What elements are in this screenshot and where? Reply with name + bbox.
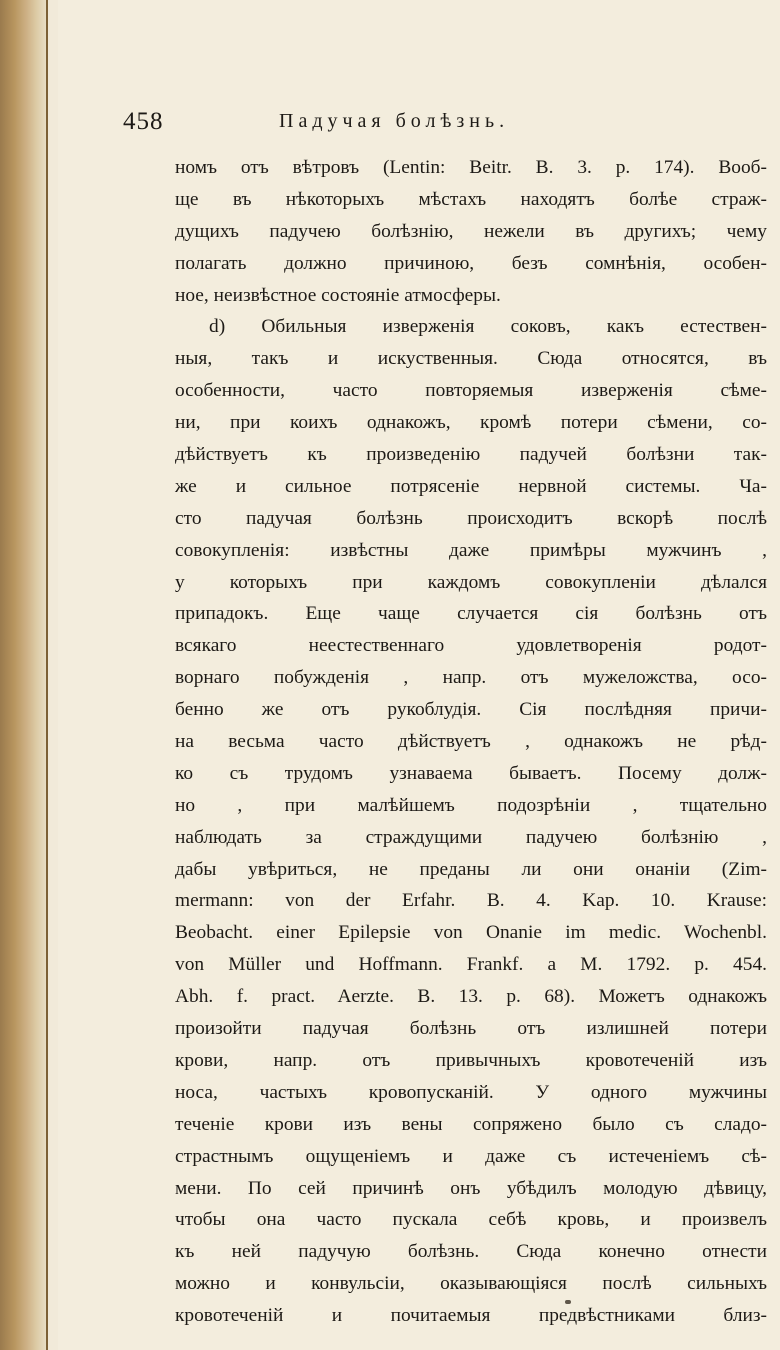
text-line: крови, напр. отъ привычныхъ кровотеченій изъ <box>175 1049 767 1071</box>
text-line: у которыхъ при каждомъ совокупленіи дѣлался <box>175 571 767 593</box>
running-title: Падучая болѣзнь. <box>279 110 510 132</box>
text-line: von Müller und Hoffmann. Frankf. a M. 1792. p. 454. <box>175 954 767 976</box>
text-line: полагать должно причиною, безъ сомнѣнія, особен- <box>175 252 767 274</box>
text-line: чтобы она часто пускала себѣ кровь, и произвелъ <box>175 1209 767 1231</box>
text-line: ворнаго побужденія , напр. отъ мужеложства, осо- <box>175 667 767 689</box>
text-line: но , при малѣйшемъ подозрѣніи , тщательно <box>175 794 767 816</box>
text-line: теченіе крови изъ вены сопряжено было съ сладо- <box>175 1113 767 1135</box>
ink-speck <box>565 1300 571 1304</box>
text-line: же и сильное потрясеніе нервной системы. Ча- <box>175 475 767 497</box>
text-line: дабы увѣриться, не преданы ли они онаніи (Zim- <box>175 858 767 880</box>
text-line: ныя, такъ и искуственныя. Сюда относятся, въ <box>175 348 767 370</box>
text-line: d) Обильныя изверженія соковъ, какъ естествен- <box>209 316 767 338</box>
text-body <box>175 152 767 1332</box>
text-line: номъ отъ вѣтровъ (Lentin: Beitr. B. 3. p. 174). Вооб- <box>175 157 767 178</box>
text-line: носа, частыхъ кровопусканій. У одного мужчины <box>175 1081 767 1103</box>
text-line: наблюдать за страждущими падучею болѣзнію , <box>175 826 767 848</box>
text-line: ще въ нѣкоторыхъ мѣстахъ находятъ болѣе страж- <box>175 188 767 210</box>
text-line: сто падучая болѣзнь происходитъ вскорѣ послѣ <box>175 507 767 529</box>
text-line: совокупленія: извѣстны даже примѣры мужчинъ , <box>175 539 767 561</box>
text-line: припадокъ. Еще чаще случается сія болѣзнь отъ <box>175 603 767 625</box>
text-line: мени. По сей причинѣ онъ убѣдилъ молодую дѣвицу, <box>175 1177 767 1199</box>
text-line: бенно же отъ рукоблудія. Сія послѣдняя причи- <box>175 699 767 721</box>
binding-line <box>46 0 48 1350</box>
text-line: на весьма часто дѣйствуетъ , однакожъ не рѣд- <box>175 731 767 753</box>
text-line: дѣйствуетъ къ произведенію падучей болѣзни так- <box>175 444 767 466</box>
text-line: Beobacht. einer Epilepsie von Onanie im medic. Wochenbl. <box>175 922 767 944</box>
text-line: Abh. f. pract. Aerzte. B. 13. p. 68). Можетъ однакожъ <box>175 986 767 1008</box>
text-line: страстнымъ ощущеніемъ и даже съ истеченіемъ сѣ- <box>175 1145 767 1167</box>
text-line: можно и конвульсіи, оказывающіяся послѣ сильныхъ <box>175 1273 767 1295</box>
text-line: ко съ трудомъ узнаваема бываетъ. Посему долж- <box>175 762 767 784</box>
text-line: кровотеченій и почитаемыя предвѣстниками близ- <box>175 1305 767 1327</box>
running-head <box>123 108 623 140</box>
text-line: ное, неизвѣстное состояніе атмосферы. <box>175 284 501 306</box>
page-number: 458 <box>123 108 164 135</box>
text-line: къ ней падучую болѣзнь. Сюда конечно отнести <box>175 1241 767 1263</box>
text-line: mermann: von der Erfahr. B. 4. Kap. 10. Krause: <box>175 890 767 912</box>
text-line: произойти падучая болѣзнь отъ излишней потери <box>175 1018 767 1040</box>
book-page-edge <box>0 0 48 1350</box>
text-line: особенности, часто повторяемыя изверженія сѣме- <box>175 380 767 402</box>
text-line: дущихъ падучею болѣзнію, нежели въ другихъ; чему <box>175 220 767 242</box>
text-line: ни, при коихъ однакожъ, кромѣ потери сѣмени, со- <box>175 412 767 434</box>
text-line: всякаго неестественнаго удовлетворенія родот- <box>175 635 767 657</box>
